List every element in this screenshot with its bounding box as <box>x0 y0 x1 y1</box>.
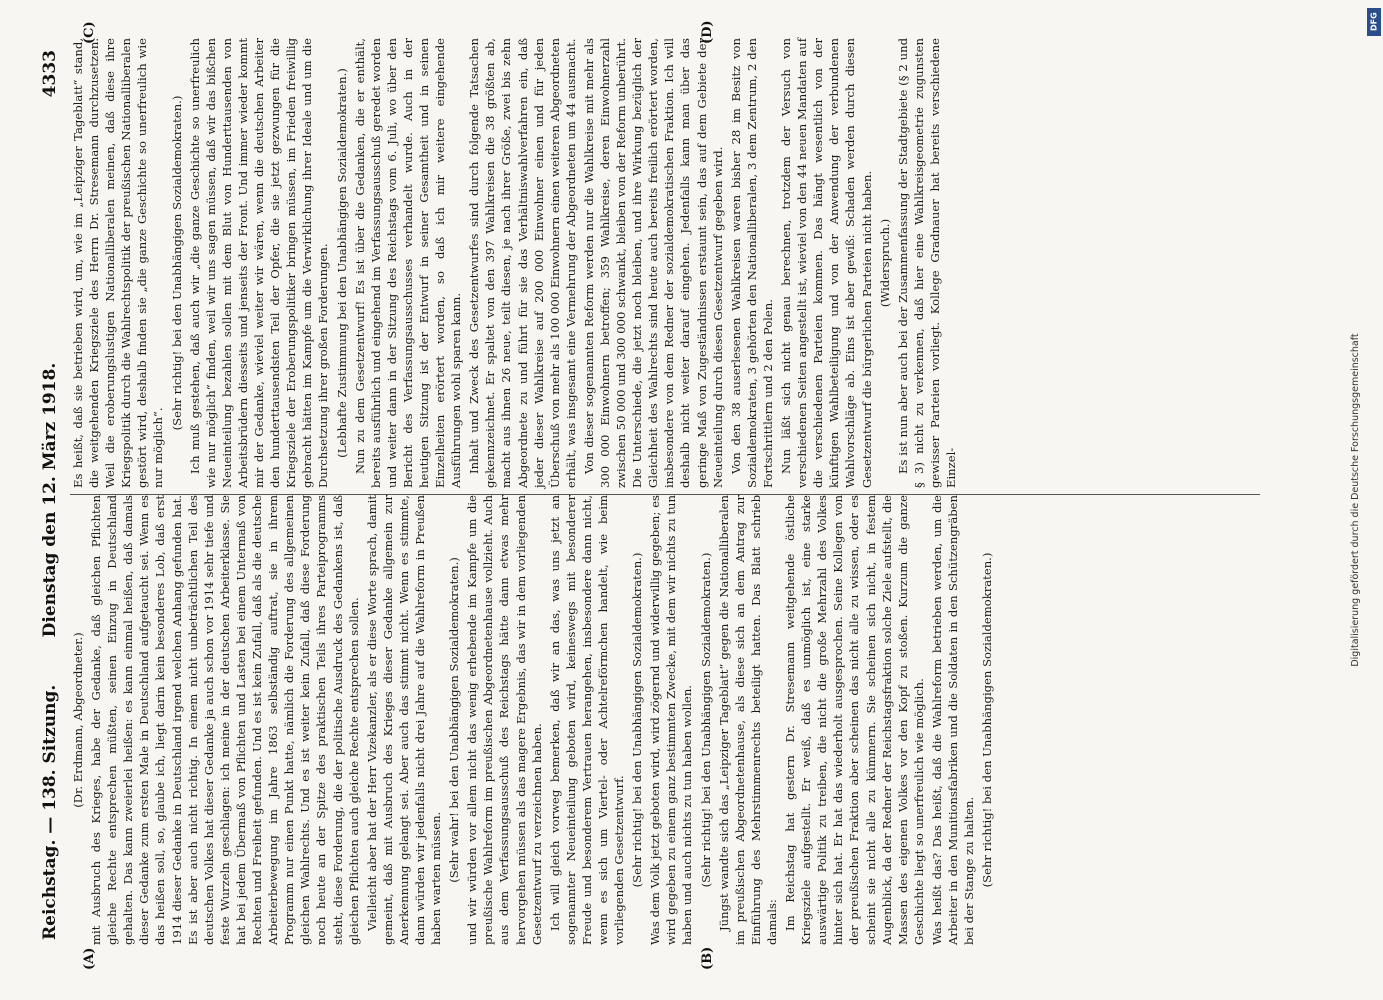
interjection: (Sehr wahr! bei den Unabhängigen Sozialdemokraten.) <box>447 557 462 883</box>
digitization-credit: Digitalisierung gefördert durch die Deutsche Forschungsgemeinschaft <box>1350 333 1361 667</box>
header-date: Dienstag den 12. März 1918. <box>40 362 60 638</box>
quoted-paragraph: Im Reichstag hat gestern Dr. Stresemann weitgehende östliche Kriegsziele aufgestellt. Er weiß, daß es unmöglich ist, eine starke auswärtige Politik zu treiben, die nicht die große Mehrzahl des Volkes hinter sich hat. Er hat das wiederholt ausgesprochen. Seine Kollegen von der preußischen Fraktion aber scheinen das nicht alle zu wissen, oder es scheint sie nicht alle zu kümmern. Sie scheinen sich nicht, in festem Augenblick, da der Redner der Reichstagsfraktion solche Ziele aufstellt, die Massen des eigenen Volkes vor den Kopf zu stoßen. Kurzum die ganze Geschichte liegt so unerfreulich wie möglich. <box>783 495 926 945</box>
interjection: (Sehr richtig! bei den Unabhängigen Sozialdemokraten.) <box>698 552 713 888</box>
interjection: (Widerspruch.) <box>877 218 892 308</box>
right-paragraph: Von dieser sogenannten Reform werden nur die Wahlkreise mit mehr als 300 000 Einwohnern betroffen; 359 Wahlkreise, deren Einwohnerzahl zwischen 50 000 und 300 000 schwankt, bleiben von der Reform unberührt. Die Unterschiede, die jetzt noch bleiben, und ihre Wirkung bezüglich der Gleichheit des Wahlrechts sind heute auch bereits freilich erörtert worden, insbesondere von dem Redner der sozialdemokratischen Fraktion. Ich will deshalb nicht weiter darauf eingehen. Jedenfalls kann man über das geringe Maß von Zugeständnissen erstaunt sein, das auf dem Gebiete der Neueinteilung durch diesen Gesetzentwurf gegeben wird. <box>581 38 725 488</box>
margin-marker-b: (B) <box>700 946 715 970</box>
interjection: (Sehr richtig! bei den Unabhängigen Sozialdemokraten.) <box>630 552 645 888</box>
left-paragraph: Was dem Volk jetzt geboten wird, wird zögernd und widerwillig gegeben; es wird gegeben zu einem ganz bestimmten Zwecke, mit dem wir nichts zu tun haben und auch nichts zu tun haben wollen. <box>648 495 695 945</box>
right-column <box>70 38 1260 495</box>
page-number: 4333 <box>40 50 60 98</box>
speaker-line: (Dr. Erdmann, Abgeordneter.) <box>71 632 85 808</box>
right-paragraph: Nun läßt sich nicht genau berechnen, trotzdem der Versuch von verschiedenen Seiten angestellt ist, wieviel von den 44 neuen Mandaten auf die verschiedenen Parteien kommen. Das hängt wesentlich von der künftigen Wahlbeteiligung und von der Anwendung der verbundenen Wahlvorschläge ab. Eins ist aber gewiß: Schaden werden durch diesen Gesetzentwurf die bürgerlichen Parteien nicht haben. <box>779 38 874 488</box>
left-paragraph: und wir würden vor allem nicht das wenig erhebende im Kampfe um die preußische Wahlreform im preußischen Abgeordnetenhause vollzieht. Auch aus dem Verfassungsausschuß des Reichstags hätte dann etwas mehr hervorgehen müssen als das magere Ergebnis, das wir in dem vorliegenden Gesetzentwurf zu verzeichnen haben. <box>465 495 544 945</box>
left-paragraph: Ich will gleich vorweg bemerken, daß wir an das, was uns jetzt an sogenannter Neueinteilung geboten wird, keineswegs mit besonderer Freude und besonderem Vertrauen herangehen, insbesondere dann nicht, wenn es sich um Viertel- oder Achtelreförmchen handelt, wie beim vorliegenden Gesetzentwurf. <box>547 495 627 945</box>
right-paragraph: Inhalt und Zweck des Gesetzentwurfes sind durch folgende Tatsachen gekennzeichnet. Er spaltet von den 397 Wahlkreisen die 38 größten ab, macht aus ihnen 26 neue, teilt diesen, je nach ihrer Größe, zwei bis zehn Abgeordnete zu und führt für sie das Verhältniswahlverfahren ein, daß jeder dieser Wahlkreise auf 200 000 Einwohner einen und für jeden Überschuß von mehr als 100 000 Einwohnern einen weiteren Abgeordneten erhält, was insgesamt eine Vermehrung der Abgeordneten um 44 ausmacht. <box>467 38 578 488</box>
margin-marker-a: (A) <box>82 947 97 970</box>
right-paragraph: Es ist nun aber auch bei der Zusammenfassung der Stadtgebiete (§ 2 und § 3) nicht zu verkennen, daß hier eine Wahlkreisgeometrie zugunsten gewisser Parteien vorliegt. Kollege Gradnauer hat bereits verschiedene Einzel- <box>895 38 958 488</box>
right-paragraph: Von den 38 auserlesenen Wahlkreisen waren bisher 28 im Besitz von Sozialdemokraten, 3 gehörten den Nationalliberalen, 3 dem Zentrum, 2 den Fortschrittlern und 2 den Polen. <box>728 38 775 488</box>
right-paragraph: Nun zu dem Gesetzentwurf! Es ist über die Gedanken, die er enthält, bereits ausführlich und eingehend im Verfassungsausschuß geredet worden und weiter dann in der Sitzung des Reichstags vom 6. Juli, wo über den Bericht des Verfassungsausschusses verhandelt wurde. Auch in der heutigen Sitzung ist der Entwurf in seiner Gesamtheit und in seinen Einzelheiten erörtert worden, so daß ich mir weitere eingehende Ausführungen wohl sparen kann. <box>352 38 464 488</box>
right-paragraph: Ich muß gestehen, daß auch wir „die ganze Geschichte so unerfreulich wie nur möglich“ finden, weil wir uns sagen müssen, daß wir das bißchen Neueinteilung bezahlen sollen mit dem Blut von Hunderttausenden von Arbeitsbrüdern diesseits und jenseits der Front. Und immer wieder kommt mir der Gedanke, wieviel weiter wir wären, wenn die deutschen Arbeiter den hunderttausendsten Teil der Opfer, die sie jetzt gezwungen für die Kriegsziele der Eroberungspolitiker bringen müssen, im Frieden freiwillig gebracht hätten im Kampfe um die Verwirklichung ihrer Ideale und um die Durchsetzung ihrer großen Forderungen. <box>187 38 331 488</box>
interjection: (Sehr richtig! bei den Unabhängigen Sozialdemokraten.) <box>169 95 184 431</box>
interjection: (Lebhafte Zustimmung bei den Unabhängigen Sozialdemokraten.) <box>334 68 349 458</box>
left-paragraph: mit Ausbruch des Krieges, habe der Gedanke, daß gleichen Pflichten gleiche Rechte entsprechen müßten, seinen Einzug in Deutschland gehalten. Das kann zweierlei heißen: es kann einmal heißen, daß damals dieser Gedanke zum ersten Male in Deutschland aufgetaucht sei. Wenn es das heißen soll, so, glaube ich, liegt darin kein besonderes Lob, daß erst 1914 dieser Gedanke in Deutschland irgend welchen Anhang gefunden hat. Es ist aber auch nicht richtig. In einem nicht unbeträchtlichen Teil des deutschen Volkes hat dieser Gedanke ja auch schon vor 1914 sehr tiefe und feste Wurzeln geschlagen: ich meine in der deutschen Arbeiterklasse. Sie hat bei jedem Übermaß von Pflichten und Lasten bei einem Untermaß von Rechten und Freiheit gefunden. Und es ist kein Zufall, daß als die deutsche Arbeiterbewegung im Jahre 1863 selbständig auftrat, sie in ihrem Programm nur einen Punkt hatte, nämlich die Forderung des allgemeinen gleichen Wahlrechts. Und es ist weiter kein Zufall, daß diese Forderung noch heute an der Spitze des praktischen Teils ihres Parteiprogramms steht, diese Forderung, die der politische Ausdruck des Gedankens ist, daß gleichen Pflichten auch gleiche Rechte entsprechen sollen. <box>89 495 361 945</box>
margin-marker-d: (D) <box>700 20 715 44</box>
page-header <box>36 50 64 950</box>
dfg-logo: DFG <box>1367 8 1381 36</box>
digitization-note <box>1350 0 1383 1000</box>
right-paragraph: Es heißt, daß sie betrieben wird, um, wie im „Leipziger Tageblatt“ stand, die weitgehenden Kriegsziele des Herrn Dr. Stresemann durchzusetzen. Weil die eroberungslustigen Nationalliberalen meinen, daß diese ihre Kriegspolitik durch die Wahlrechtspolitik der preußischen Nationalliberalen gestört wird, deshalb finden sie „die ganze Geschichte so unerfreulich wie nur möglich“. <box>71 38 166 488</box>
left-paragraph: Was heißt das? Das heißt, daß die Wahlreform betrieben werden, um die Arbeiter in den Munitionsfabriken und die Soldaten in den Schützengräben bei der Stange zu halten. <box>929 495 977 945</box>
header-session: Reichstag. — 138. Sitzung. <box>40 684 60 940</box>
left-paragraph: Jüngst wandte sich das „Leipziger Tageblatt“ gegen die Nationalliberalen im preußischen Abgeordnetenhause, als diese sich an dem Antrag zur Einführung des Mehrstimmenrechts beteiligt hatten. Das Blatt schrieb damals: <box>716 495 779 945</box>
margin-marker-c: (C) <box>82 21 97 44</box>
interjection: (Sehr richtig! bei den Unabhängigen Sozialdemokraten.) <box>980 552 995 888</box>
left-column <box>70 495 1260 945</box>
left-paragraph: Vielleicht aber hat der Herr Vizekanzler, als er diese Worte sprach, damit gemeint, daß mit Ausbruch des Krieges dieser Gedanke allgemein zur Anerkennung gelangt sei. Aber auch das stimmt nicht. Wenn es stimmte, dann würden wir jedenfalls nicht drei Jahre auf die Wahlreform in Preußen haben warten müssen. <box>364 495 444 945</box>
